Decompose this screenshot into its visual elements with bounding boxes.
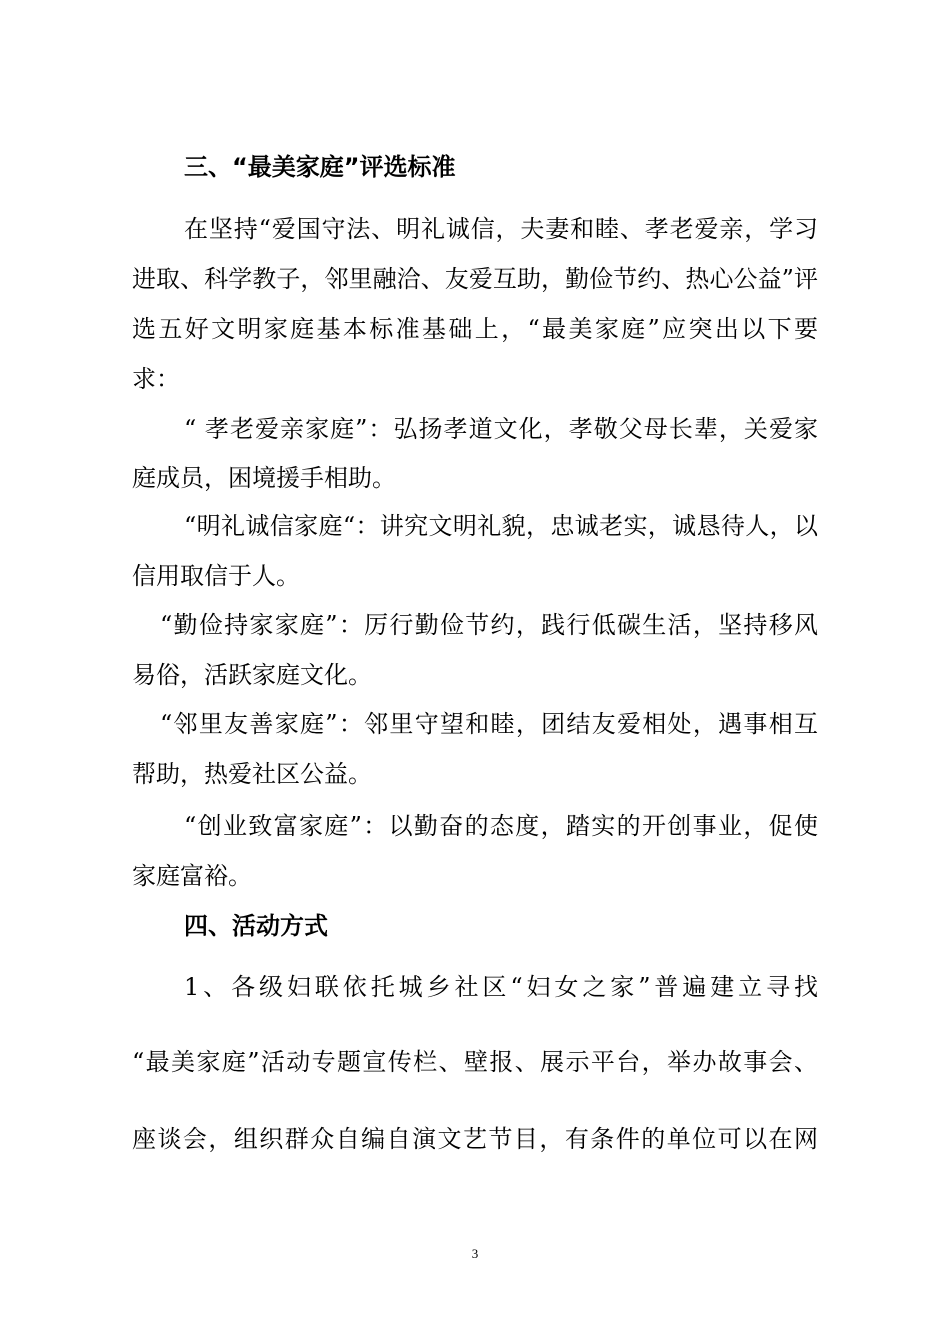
criterion-line: 易俗，活跃家庭文化。 [132,661,372,689]
criterion-line: “邻里友善家庭”：邻里守望和睦，团结友爱相处，遇事相互 [160,710,818,738]
criterion-line: “创业致富家庭”：以勤奋的态度，踏实的开创事业，促使 [184,812,818,840]
page-number: 3 [471,1246,479,1261]
intro-line-2: 进取、科学教子，邻里融洽、友爱互助，勤俭节约、热心公益”评 [132,265,818,293]
section-4-heading: 四、活动方式 [184,912,328,940]
intro-line-3: 选五好文明家庭基本标准基础上，“最美家庭”应突出以下要 [132,315,818,343]
section-3-heading: 三、“最美家庭”评选标准 [184,153,456,181]
criterion-line: “明礼诚信家庭“：讲究文明礼貌，忠诚老实，诚恳待人，以 [184,512,818,540]
intro-line-4: 求： [132,365,180,393]
activity-line-2: “最美家庭”活动专题宣传栏、壁报、展示平台，举办故事会、 [132,1048,818,1076]
intro-line-1: 在坚持“爱国守法、明礼诚信，夫妻和睦、孝老爱亲，学习 [184,215,818,243]
criterion-line: 信用取信于人。 [132,562,300,590]
criterion-line: “勤俭持家家庭”：厉行勤俭节约，践行低碳生活，坚持移风 [160,611,818,639]
criterion-line: 帮助，热爱社区公益。 [132,760,372,788]
criterion-line: “ 孝老爱亲家庭”：弘扬孝道文化，孝敬父母长辈，关爱家 [184,415,818,443]
activity-line-1: 1、各级妇联依托城乡社区“妇女之家”普遍建立寻找 [184,973,818,1001]
criterion-line: 家庭富裕。 [132,862,252,890]
activity-line-3: 座谈会，组织群众自编自演文艺节目，有条件的单位可以在网 [132,1125,818,1153]
criterion-line: 庭成员，困境援手相助。 [132,464,396,492]
